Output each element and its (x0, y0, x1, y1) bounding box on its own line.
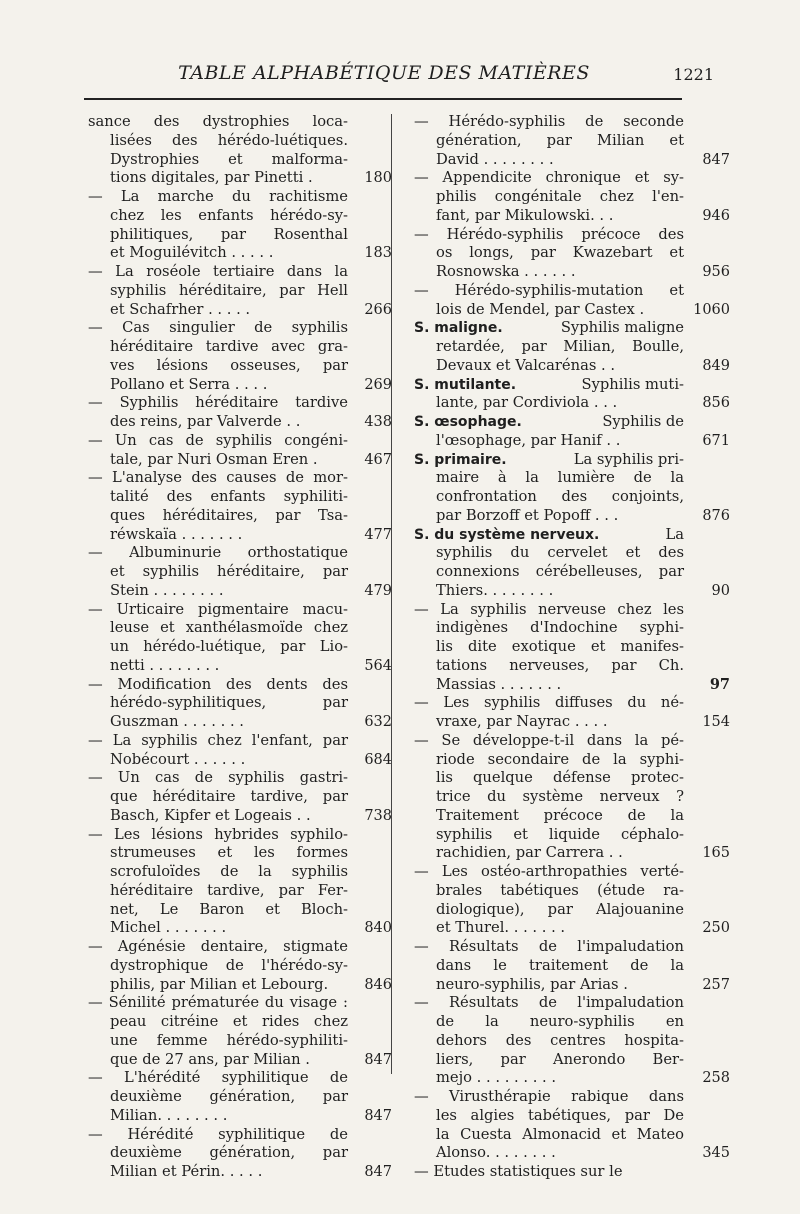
entry-text: La (665, 525, 684, 543)
entry-heading: S. maligne. (414, 320, 503, 337)
entry-line: lis quelque défense protec- (436, 769, 684, 787)
page-reference: 258 (702, 1070, 730, 1087)
entry-line: — Etudes statistiques sur le (414, 1163, 623, 1180)
entry-line: Massias . . . . . . . (436, 675, 562, 693)
header-rule (84, 98, 682, 100)
entry-text: Syphilis maligne (560, 319, 684, 337)
entry-line: Dystrophies et malforma- (110, 150, 348, 168)
entry-line (412, 413, 684, 432)
page-reference: 856 (702, 395, 730, 412)
entry-line: os longs, par Kwazebart et (436, 244, 684, 262)
page-reference: 90 (711, 582, 730, 599)
index-entry (86, 731, 392, 770)
page-header (86, 62, 714, 92)
entry-line: connexions cérébelleuses, par (436, 563, 684, 580)
entry-line: la Cuesta Almonacid et Mateo (436, 1125, 684, 1143)
entry-line: — Résultats de l'impaludation (414, 994, 684, 1012)
entry-line: — Les lésions hybrides syphilo- (88, 825, 348, 843)
page-reference: 477 (364, 526, 392, 543)
entry-line: des reins, par Valverde . . (110, 413, 301, 430)
entry-line: Michel . . . . . . . (110, 919, 227, 937)
entry-line: lisées des hérédo-luétiques. (110, 131, 348, 149)
entry-line: les algies tabétiques, par De (436, 1106, 684, 1124)
entry-line: tale, par Nuri Osman Eren . (110, 450, 318, 468)
entry-line: que héréditaire tardive, par (110, 788, 348, 805)
page-reference: 846 (364, 976, 392, 993)
entry-line: — Sénilité prématurée du visage : (88, 994, 348, 1012)
entry-line: leuse et xanthélasmoïde chez (110, 619, 348, 637)
index-entry (86, 188, 392, 263)
entry-line: — Résultats de l'impaludation (414, 938, 684, 955)
page-reference: 266 (364, 301, 392, 318)
page-reference: 257 (702, 976, 730, 993)
entry-line: philis congénitale chez l'en- (436, 188, 684, 205)
column-divider (391, 114, 392, 1074)
page-reference: 684 (364, 751, 392, 768)
page-reference: 269 (364, 376, 392, 393)
page-reference: 467 (364, 451, 392, 468)
entry-line: lois de Mendel, par Castex . (436, 300, 645, 318)
entry-line: Alonso. . . . . . . . (436, 1144, 556, 1162)
entry-line: une femme hérédo-syphiliti- (110, 1031, 348, 1049)
entry-line: Rosnowska . . . . . . (436, 263, 576, 280)
index-entry (412, 225, 730, 282)
page-reference: 564 (364, 657, 392, 674)
page-reference: 97 (709, 675, 730, 693)
page-reference: 847 (364, 1107, 392, 1124)
entry-line: philis, par Milian et Lebourg. (110, 975, 329, 993)
index-entry (86, 544, 392, 600)
index-entry (412, 994, 730, 1088)
entry-line (412, 526, 684, 545)
page-reference: 438 (364, 414, 392, 430)
page-reference: 165 (702, 845, 730, 862)
entry-line: deuxième génération, par (110, 1144, 348, 1162)
entry-line: — La syphilis nerveuse chez les (414, 600, 684, 618)
page-reference: 154 (702, 714, 730, 730)
entry-line: retardée, par Milian, Boulle, (436, 338, 684, 355)
page-title: TABLE ALPHABÉTIQUE DES MATIÈRES (178, 62, 590, 84)
index-entry (86, 675, 392, 732)
entry-line: lis dite exotique et manifes- (436, 638, 684, 655)
entry-line: philitiques, par Rosenthal (110, 225, 348, 243)
entry-line: héréditaire tardive avec gra- (110, 338, 348, 355)
entry-line: mejo . . . . . . . . . (436, 1069, 557, 1087)
entry-line: syphilis du cervelet et des (436, 544, 684, 562)
page-number: 1221 (673, 65, 714, 84)
entry-line: dystrophique de l'hérédo-sy- (110, 956, 348, 974)
entry-line (412, 376, 684, 395)
index-entry (86, 769, 392, 825)
index-entry (86, 113, 392, 188)
entry-line: scrofuloïdes de la syphilis (110, 863, 348, 880)
entry-line: — Se développe-t-il dans la pé- (414, 731, 684, 749)
index-entry (412, 938, 730, 994)
entry-line: Guszman . . . . . . . (110, 713, 244, 730)
entry-line: — L'hérédité syphilitique de (88, 1069, 348, 1087)
index-entry (86, 263, 392, 319)
page-reference: 250 (702, 920, 730, 937)
entry-line: riode secondaire de la syphi- (436, 750, 684, 768)
entry-text: Syphilis de (602, 413, 684, 430)
entry-line: Devaux et Valcarénas . . (436, 356, 616, 374)
entry-line: Stein . . . . . . . . (110, 581, 224, 599)
page-reference: 849 (702, 357, 730, 374)
page-reference: 840 (364, 920, 392, 937)
entry-line: strumeuses et les formes (110, 844, 348, 862)
entry-line: réwskaïa . . . . . . . (110, 525, 243, 543)
entry-line: — Cas singulier de syphilis (88, 319, 348, 337)
entry-line: Milian. . . . . . . . (110, 1106, 228, 1124)
entry-line: netti . . . . . . . . (110, 656, 220, 674)
entry-line: génération, par Milian et (436, 131, 684, 149)
entry-line: confrontation des conjoints, (436, 488, 684, 505)
entry-line: — La syphilis chez l'enfant, par (88, 731, 348, 749)
page-reference: 345 (702, 1145, 730, 1162)
entry-line: l'œsophage, par Hanif . . (436, 431, 621, 449)
entry-line: — Les ostéo-arthropathies verté- (414, 863, 684, 880)
entry-line: deuxième génération, par (110, 1088, 348, 1105)
entry-line: talité des enfants syphiliti- (110, 488, 348, 505)
entry-line: héréditaire tardive, par Fer- (110, 881, 348, 899)
entry-line: et Moguilévitch . . . . . (110, 244, 274, 262)
entry-line: — Agénésie dentaire, stigmate (88, 938, 348, 955)
page-reference: 632 (364, 714, 392, 730)
entry-line: — L'analyse des causes de mor- (88, 469, 348, 487)
index-entry (412, 113, 730, 169)
entry-line: — Modification des dents des (88, 675, 348, 693)
entry-line: Basch, Kipfer et Logeais . . (110, 806, 311, 824)
entry-line: dans le traitement de la (436, 956, 684, 974)
entry-line: trice du système nerveux ? (436, 788, 684, 805)
entry-line: David . . . . . . . . (436, 150, 554, 168)
page-reference: 479 (364, 582, 392, 599)
page-reference: 1060 (693, 301, 730, 318)
entry-heading: S. primaire. (414, 451, 507, 468)
entry-line: syphilis héréditaire, par Hell (110, 281, 348, 299)
index-entry (412, 319, 730, 375)
entry-line: syphilis et liquide céphalo- (436, 825, 684, 843)
entry-line (412, 451, 684, 470)
entry-line: net, Le Baron et Bloch- (110, 900, 348, 918)
entry-line: et Schafrher . . . . . (110, 300, 251, 318)
left-column (86, 113, 392, 1182)
entry-heading: S. œsophage. (414, 414, 522, 430)
page-reference: 876 (702, 507, 730, 524)
entry-line: Milian et Périn. . . . . (110, 1163, 263, 1180)
entry-line: — Hérédo-syphilis précoce des (414, 225, 684, 243)
entry-line: — Un cas de syphilis congéni- (88, 431, 348, 449)
entry-line: diologique), par Alajouanine (436, 900, 684, 918)
entry-line: liers, par Anerondo Ber- (436, 1050, 684, 1068)
index-entry (86, 394, 392, 432)
entry-line: — Appendicite chronique et sy- (414, 169, 684, 187)
entry-line: par Borzoff et Popoff . . . (436, 506, 619, 524)
index-entry (412, 281, 730, 320)
entry-line: — Urticaire pigmentaire macu- (88, 600, 348, 618)
entry-line: indigènes d'Indochine syphi- (436, 619, 684, 637)
entry-line: — Les syphilis diffuses du né- (414, 694, 684, 712)
entry-line: ves lésions osseuses, par (110, 356, 348, 374)
index-entry (412, 863, 730, 938)
page-reference: 847 (702, 151, 730, 168)
entry-line: — La roséole tertiaire dans la (88, 263, 348, 280)
index-entry (412, 375, 730, 414)
index-entry (412, 450, 730, 526)
entry-line: Thiers. . . . . . . . (436, 581, 554, 599)
entry-line: et Thurel. . . . . . . (436, 919, 566, 937)
entry-line: neuro-syphilis, par Arias . (436, 975, 628, 993)
entry-line: — Hérédité syphilitique de (88, 1125, 348, 1143)
index-entry (86, 319, 392, 394)
index-entry (86, 938, 392, 994)
entry-line: un hérédo-luétique, par Lio- (110, 638, 348, 655)
entry-line: lante, par Cordiviola . . . (436, 394, 618, 412)
entry-line: brales tabétiques (étude ra- (436, 881, 684, 899)
entry-line: — Hérédo-syphilis de seconde (414, 113, 684, 130)
entry-line: — La marche du rachitisme (88, 188, 348, 205)
page-reference: 946 (702, 207, 730, 224)
entry-line: — Albuminurie orthostatique (88, 544, 348, 562)
entry-line: Nobécourt . . . . . . (110, 750, 246, 768)
page-reference: 180 (364, 170, 392, 187)
entry-text: Syphilis muti- (581, 375, 684, 393)
entry-line (412, 319, 684, 338)
index-entry (86, 1069, 392, 1125)
right-column (412, 113, 730, 1182)
index-entry (86, 600, 392, 676)
entry-line: — Virusthérapie rabique dans (414, 1088, 684, 1105)
index-entry (86, 825, 392, 939)
entry-line: Traitement précoce de la (436, 806, 684, 824)
entry-line: sance des dystrophies loca- (88, 113, 348, 130)
entry-line: que de 27 ans, par Milian . (110, 1050, 310, 1068)
index-entry (86, 1125, 392, 1182)
entry-line: de la neuro-syphilis en (436, 1013, 684, 1030)
entry-line: — Hérédo-syphilis-mutation et (414, 281, 684, 299)
index-entry (412, 600, 730, 695)
entry-heading: S. mutilante. (414, 376, 517, 393)
entry-heading: S. du système nerveux. (414, 526, 600, 543)
index-entry (412, 169, 730, 225)
page-reference: 956 (702, 264, 730, 280)
entry-line: tions digitales, par Pinetti . (110, 169, 313, 187)
entry-line: peau citréine et rides chez (110, 1013, 348, 1030)
entry-line: ques héréditaires, par Tsa- (110, 506, 348, 524)
index-entry (412, 1088, 730, 1163)
page-reference: 738 (364, 807, 392, 824)
index-entry (86, 469, 392, 544)
index-entry (412, 1163, 684, 1182)
entry-line: — Un cas de syphilis gastri- (88, 769, 348, 787)
entry-line: rachidien, par Carrera . . (436, 844, 623, 862)
entry-line: vraxe, par Nayrac . . . . (436, 713, 608, 730)
page-reference: 671 (702, 432, 730, 449)
entry-line: fant, par Mikulowski. . . (436, 206, 614, 224)
page-reference: 847 (364, 1051, 392, 1068)
page-reference: 183 (364, 245, 392, 262)
index-entry (86, 431, 392, 470)
index-entry (86, 994, 392, 1069)
entry-line: hérédo-syphilitiques, par (110, 694, 348, 712)
entry-text: La syphilis pri- (573, 450, 684, 468)
entry-line: — Syphilis héréditaire tardive (88, 394, 348, 412)
index-entry (412, 413, 730, 451)
entry-line: Pollano et Serra . . . . (110, 375, 268, 393)
page-reference: 847 (364, 1164, 392, 1180)
entry-line: tations nerveuses, par Ch. (436, 656, 684, 674)
entry-line: maire à la lumière de la (436, 469, 684, 487)
entry-line: chez les enfants hérédo-sy- (110, 206, 348, 224)
index-entry (412, 525, 730, 601)
index-entry (412, 694, 730, 732)
entry-line: et syphilis héréditaire, par (110, 563, 348, 580)
entry-line: dehors des centres hospita- (436, 1031, 684, 1049)
index-entry (412, 731, 730, 863)
